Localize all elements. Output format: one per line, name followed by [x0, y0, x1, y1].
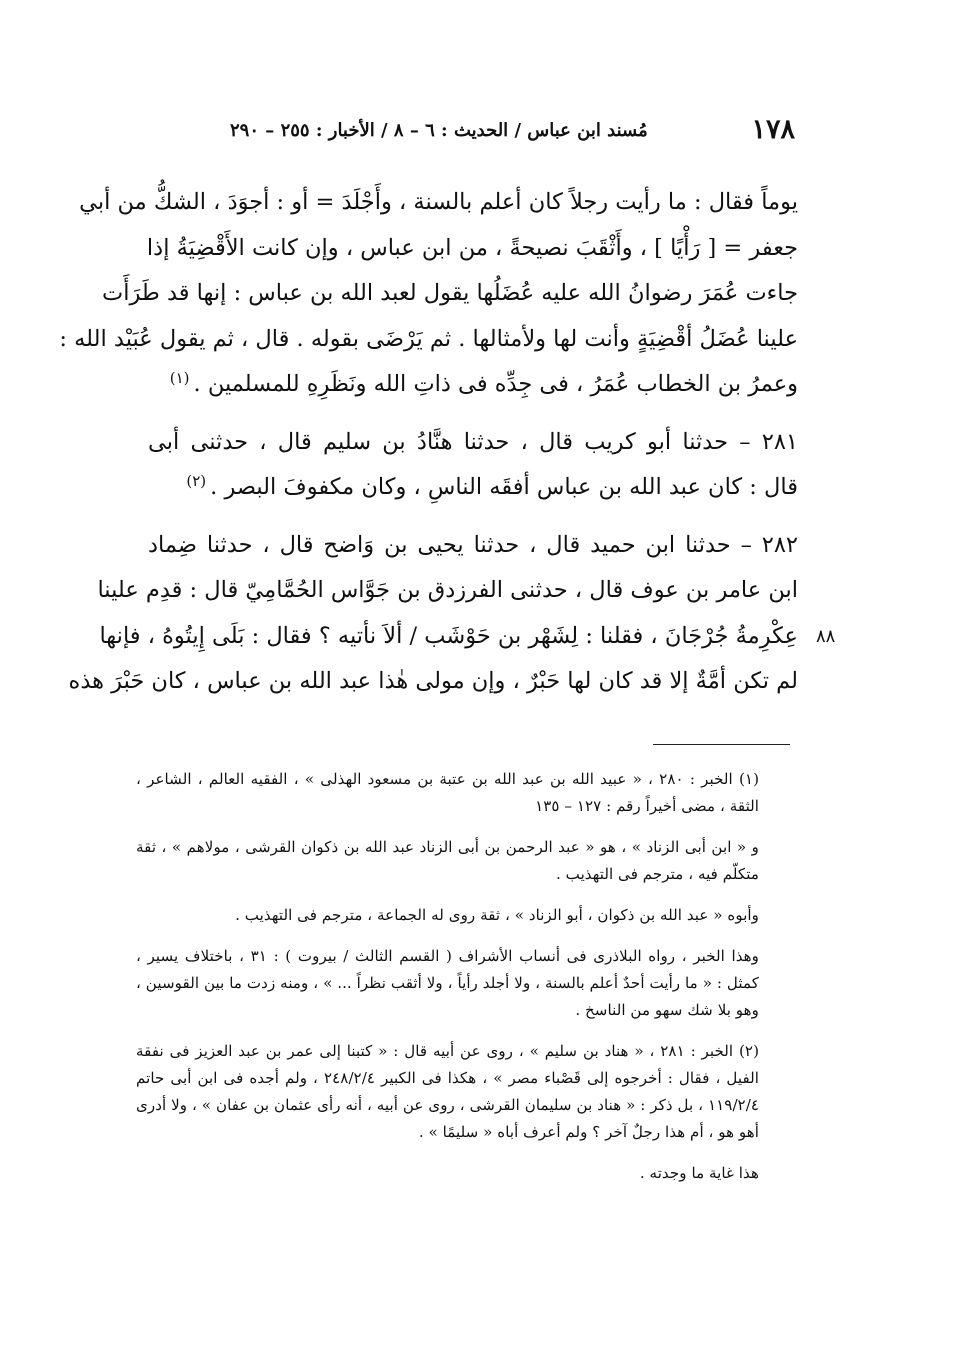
- text-line: وعمرُ بن الخطاب عُمَرُ ، فى جِدِّه فى ذاتِ الله ونَظَرِهِ للمسلمين .: [193, 371, 798, 397]
- footnote-line: (١) الخبر : ٢٨٠ ، « عبيد الله بن عبد الله بن عتبة بن مسعود الهذلى » ، الفقيه العالم ، الشاعر ،: [136, 770, 760, 788]
- footnote-line: هذا غاية ما وجدته .: [639, 1164, 759, 1182]
- text-line: لم تكن أمَّةٌ إلا قد كان لها حَبْرٌ ، وإن مولى هٰذا عبد الله بن عباس ، كان حَبْرَ هذه: [68, 668, 798, 694]
- text-line: ٢٨٢ – حدثنا ابن حميد قال ، حدثنا يحيى بن وَاضح قال ، حدثنا ضِماد: [148, 531, 798, 558]
- text-line: جاءت عُمَرَ رضوانُ الله عليه عُضَلُها يقول لعبد الله بن عباس : إنها قد طَرَأَت: [102, 280, 798, 306]
- text-line: ٢٨١ – حدثنا أبو كريب قال ، حدثنا هنَّادُ بن سليم قال ، حدثنى أبى: [148, 428, 798, 455]
- footnotes: [136, 766, 791, 1201]
- text-line: علينا عُضَلُ أقْضِيَةٍ وأنت لها ولأمثالها . ثم يَرْضَى بقوله . قال ، ثم يقول عُبَيْد الله :: [59, 325, 798, 352]
- footnote: [136, 902, 791, 929]
- footnote-ref-2[interactable]: (٢): [186, 471, 207, 490]
- text-line: جعفر = [ رَأْيًا ] ، وأَثْقَبَ نصيحةً ، من ابن عباس ، وإن كانت الأَقْضِيَةُ إذا: [146, 234, 798, 261]
- footnote-line: وهذا الخبر ، رواه البلاذرى فى أنساب الأشراف ( القسم الثالث / بيروت ) : ٣١ ، باختلاف يسير ،: [136, 947, 760, 965]
- text-line: عِكْرِمةُ جُرْجَانَ ، فقلنا : لِشَهْر بن حَوْشَب / ألاَ نأتيه ؟ فقال : بَلَى إِيتُوهُ ، فإنها: [99, 622, 798, 649]
- footnote-line: أهو هو ، أم هذا رجلٌ آخر ؟ ولم أعرف أباه « سليمًا » .: [418, 1123, 759, 1141]
- footnote-line: وهو بلا شك سهو من الناسخ .: [575, 1001, 759, 1019]
- running-title: مُسند ابن عباس / الحديث : ٦ – ٨ / الأخبار : ٢٥٥ – ٢٩٠: [230, 120, 648, 141]
- footnote-line: الفيل ، فقال : أخرجوه إلى قَصْباء مصر » ، هكذا فى الكبير ٢٤٨/٢/٤ ، ولم أجده فى ابن أبى حاتم: [136, 1069, 759, 1087]
- footnote: [136, 1038, 791, 1146]
- main-paragraph: [68, 523, 798, 705]
- text-line-with-ref: [148, 362, 798, 408]
- footnote: [136, 834, 791, 888]
- footnote: [136, 1160, 791, 1187]
- footnote: [136, 766, 791, 820]
- footnote: [136, 943, 791, 1024]
- footnote-line: و « ابن أبى الزناد » ، هو « عبد الرحمن بن أبى الزناد عبد الله بن ذكوان القرشى ، مولاهم » ، ثقة: [136, 838, 759, 856]
- page-header: [230, 114, 795, 150]
- text-line: قال : كان عبد الله بن عباس أفقَه الناسِ ، وكان مكفوفَ البصر .: [210, 474, 798, 500]
- main-text: [59, 180, 798, 705]
- footnote-ref-1[interactable]: (١): [169, 368, 190, 387]
- footnote-line: متكلّم فيه ، مترجم فى التهذيب .: [556, 865, 759, 883]
- footnote-line: (٢) الخبر : ٢٨١ ، « هناد بن سليم » ، روى عن أبيه قال : « كتبنا إلى عمر بن عبد العزيز فى نفقة: [136, 1042, 759, 1060]
- main-paragraph: [148, 420, 798, 511]
- footnote-line: كمثل : « ما رأيت أحدٌ أعلم بالسنة ، ولا أجلد رأياً ، ولا أثقب نظراً ... » ، ومنه زدت ما بين القوسين ،: [136, 974, 759, 992]
- text-line: ابن عامر بن عوف قال ، حدثنى الفرزدق بن جَوَّاس الحُمَّامِيّ قال : قدِم علينا: [97, 577, 798, 603]
- text-line: يوماً فقال : ما رأيت رجلاً كان أعلم بالسنة ، وأَجْلَدَ = أو : أجوَدَ ، الشكُّ من أبي: [79, 189, 798, 215]
- text-line-with-ref: [148, 465, 798, 511]
- footnote-divider: [653, 744, 790, 745]
- main-paragraph: [59, 180, 798, 408]
- footnote-line: ١١٩/٢/٤ ، بل ذكر : « هناد بن سليمان القرشى ، روى عن أبيه ، أنه رأى عثمان بن عفان » ، ولا أدرى: [136, 1096, 759, 1114]
- footnote-line: وأبوه « عبد الله بن ذكوان ، أبو الزناد » ، ثقة روى له الجماعة ، مترجم فى التهذيب .: [235, 906, 759, 924]
- footnote-line: الثقة ، مضى أخيراً رقم : ١٢٧ – ١٣٥: [535, 797, 759, 815]
- page-number: ١٧٨: [751, 114, 795, 145]
- margin-number: ٨٨: [816, 626, 836, 647]
